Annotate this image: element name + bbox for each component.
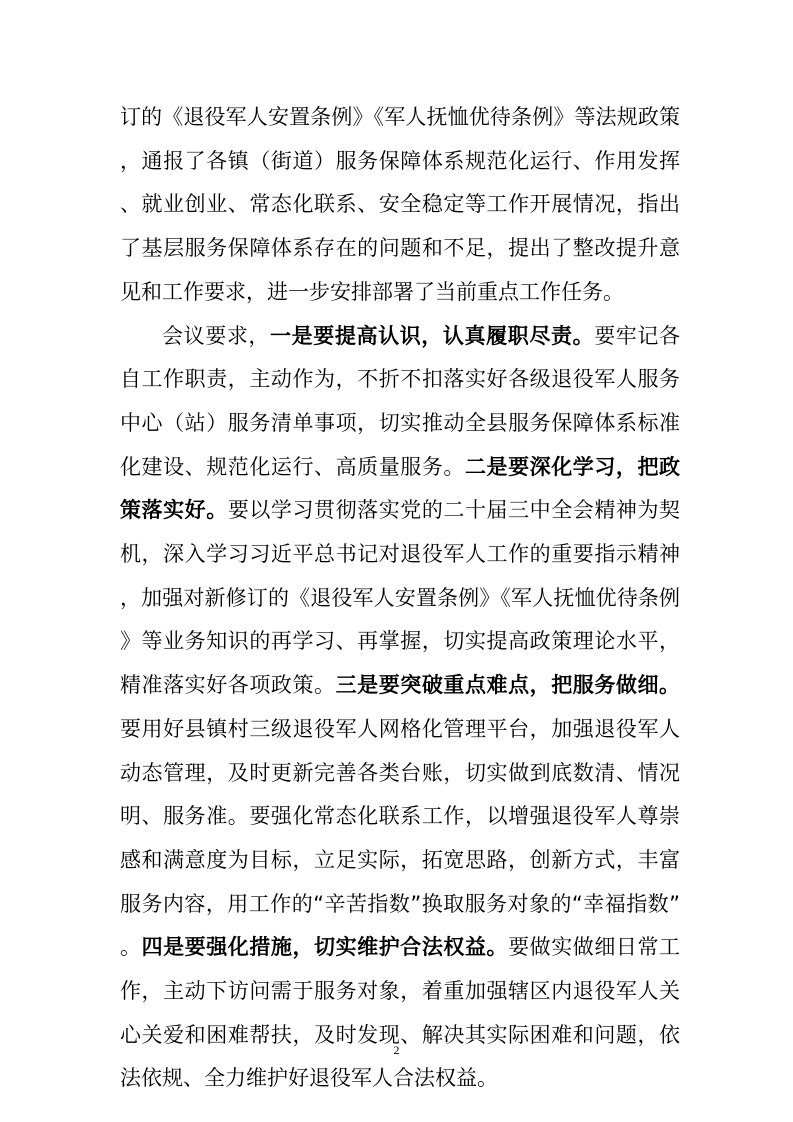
bold-heading-run: 二是要深化学习，把政策落实好。: [120, 454, 681, 523]
text-run: 要牢记各自工作职责，主动作为，不折不扣落实好各级退役军人服务中心（站）服务清单事项，切实推动全县服务保障体系标准化建设、规范化运行、高质量服务。: [120, 323, 681, 479]
bold-heading-run: 一是要提高认识，认真履职尽责。: [270, 323, 595, 348]
document-body: [120, 96, 680, 1101]
bold-heading-run: 四是要强化措施，切实维护合法权益。: [141, 935, 509, 960]
paragraph: [120, 96, 680, 315]
text-run: 要用好县镇村三级退役军人网格化管理平台，加强退役军人动态管理，及时更新完善各类台账，切实做到底数清、情况明、服务准。要强化常态化联系工作，以增强退役军人尊崇感和满意度为目标，立足实际，拓宽思路，创新方式，丰富服务内容，用工作的“辛苦指数”换取服务对象的“幸福指数”。: [120, 716, 680, 960]
page-number: 2: [393, 1043, 400, 1057]
text-run: 要以学习贯彻落实党的二十届三中全会精神为契机，深入学习习近平总书记对退役军人工作的重要指示精神，加强对新修订的《退役军人安置条例》《军人抚恤优待条例》等业务知识的再学习、再掌握，切实提高政策理论水平，精准落实好各项政策。: [120, 498, 681, 698]
text-run: 要做实做细日常工作，主动下访问需于服务对象，着重加强辖区内退役军人关心关爱和困难帮扶，及时发现、解决其实际困难和问题，依法依规、全力维护好退役军人合法权益。: [120, 935, 681, 1091]
bold-heading-run: 三是要突破重点难点，把服务做细。: [335, 673, 681, 698]
text-run: 订的《退役军人安置条例》《军人抚恤优待条例》等法规政策，通报了各镇（街道）服务保障体系规范化运行、作用发挥、就业创业、常态化联系、安全稳定等工作开展情况，指出了基层服务保障体系存在的问题和不足，提出了整改提升意见和工作要求，进一步安排部署了当前重点工作任务。: [120, 105, 680, 304]
text-run: 会议要求，: [162, 323, 271, 348]
paragraph: [120, 315, 680, 1102]
